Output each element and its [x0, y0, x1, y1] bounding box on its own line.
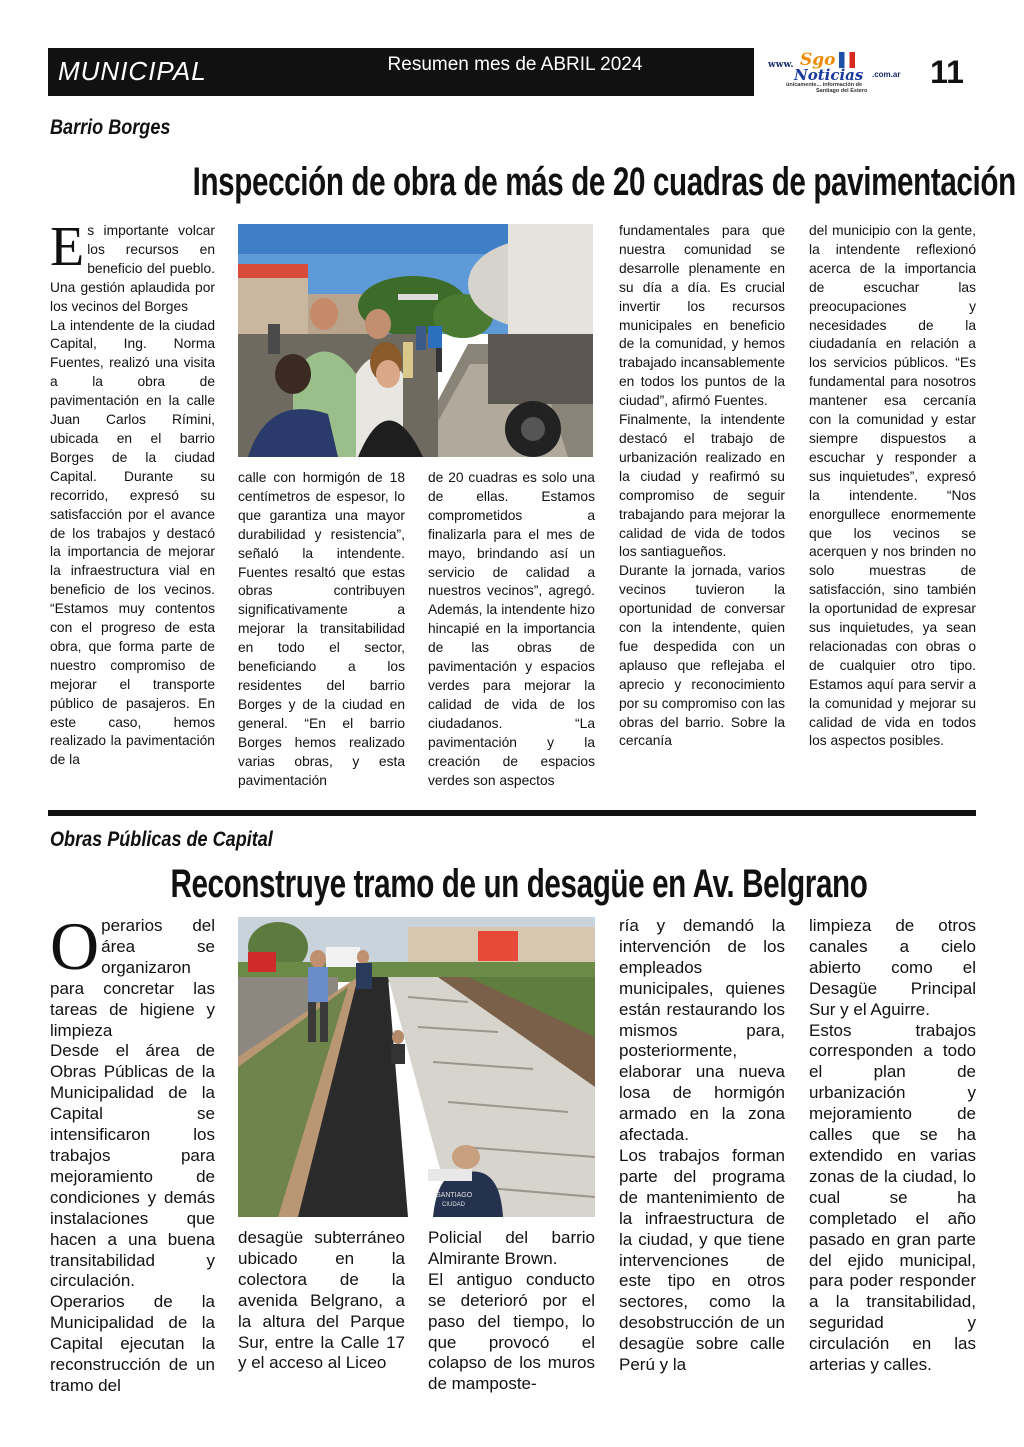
issue-date: Resumen mes de ABRIL 2024	[387, 54, 643, 75]
article1-col5-text: del municipio con la gente, la intendente reflexionó acerca de la importancia de escuchar las preocupaciones y necesidades de la ciudadanía en relación a los servicios públicos. “Es fundamental para nosotros mantener esa cercanía con la comunidad y estar siempre dispuestos a escuchar y responder a sus inquietudes”, expresó la intendente. “Nos enorgullece enormemente que los vecinos se acerquen y nos brinden no solo muestras de satisfacción, sino también la oportunidad de expresar sus inquietudes, ya sean relacionadas con obras o de cualquier otro tipo. Estamos aquí para servir a la comunidad y mejorar su calidad de vida en todos los aspectos posibles.	[809, 223, 976, 749]
article2-photo	[238, 917, 595, 1217]
article2-col1	[50, 908, 215, 1397]
article2-col2-text: desagüe subterráneo ubicado en la colectora de la avenida Belgrano, a la altura del Parque Sur, entre la Calle 17 y el acceso al Liceo	[238, 1228, 405, 1373]
vest-text-2: CIUDAD	[442, 1202, 466, 1208]
article1-headline	[48, 160, 1016, 205]
article1-headline-text: Inspección de obra de más de 20 cuadras de pavimentación	[192, 160, 1016, 204]
article2-col4	[619, 916, 785, 1376]
article1-photo	[238, 224, 593, 457]
article1-col3	[428, 469, 595, 790]
article2-col4-p2: Los trabajos forman parte del programa de mantenimiento de la infraestructura de la ciudad, y que tiene intervenciones de este tipo en otros sectores, como la desobstrucción de un desagüe sobre calle Perú y la	[619, 1145, 785, 1375]
article1-col1	[50, 216, 215, 770]
sgonoticias-logo	[764, 50, 914, 96]
article2-col5	[809, 916, 976, 1376]
section-name: MUNICIPAL	[58, 56, 207, 86]
article1-lead: s importante volcar los recursos en beneficio del pueblo. Una gestión aplaudida por los vecinos del Borges	[50, 223, 215, 314]
article2-col3-p1: Policial del barrio Almirante Brown.	[428, 1228, 595, 1268]
section-divider	[48, 810, 976, 816]
article2-col1-p1: Desde el área de Obras Públicas de la Municipalidad de la Capital se intensificaron los trabajos para mejoramiento de condiciones y demás instalaciones que hacen a una buena transitabilidad y circulación.	[50, 1041, 215, 1291]
article1-col3-text: de 20 cuadras es solo una de ellas. Estamos comprometidos a finalizarla para el mes de mayo, brindando así un servicio de calidad a nuestros vecinos”, agregó. Además, la intendente hizo hincapié en la importancia de las obras de pavimentación y espacios verdes para mejorar la calidad de vida de los ciudadanos. “La pavimentación y la creación de espacios verdes son aspectos	[428, 470, 595, 788]
article2-lead: perarios del área se organizaron para concretar las tareas de higiene y limpieza	[50, 916, 215, 1040]
article2-headline-text: Reconstruye tramo de un desagüe en Av. Belgrano	[170, 862, 868, 906]
logo-tagline-2: Santiago del Estero	[816, 88, 868, 94]
logo-domain: .com.ar	[872, 70, 901, 79]
page-number: 11	[930, 54, 964, 90]
article1-col5	[809, 222, 976, 751]
drain-works-photo-illustration	[238, 917, 595, 1217]
article2-drop-cap: O	[50, 908, 100, 984]
article1-col4-p1: fundamentales para que nuestra comunidad se desarrolle plenamente en su día a día. Es crucial invertir los recursos municipales en beneficio de la comunidad, y hemos trabajado incansablemente en todos los puntos de la ciudad”, afirmó Fuentes.	[619, 223, 785, 409]
logo-tagline-1: únicamente... información de	[786, 82, 863, 88]
article1-col2	[238, 469, 405, 790]
article2-col5-p1: limpieza de otros canales a cielo abierto como el Desagüe Principal Sur y el Aguirre.	[809, 916, 976, 1019]
article2-col3-p2: El antiguo conducto se deterioró por el paso del tiempo, lo que provocó el colapso de los muros de mamposte-	[428, 1269, 595, 1394]
vest-text-1: SANTIAGO	[436, 1192, 473, 1199]
article2-col5-p2: Estos trabajos corresponden a todo el plan de urbanización y mejoramiento de calles que se ha extendido en varias zonas de la ciudad, lo cual se ha completado el año pasado en gran parte del ejido municipal, para poder responder a la transitabilidad, seguridad y circulación en las arterias y calles.	[809, 1020, 976, 1375]
article2-col3	[428, 1228, 595, 1395]
article2-col1-p2: Operarios de la Municipalidad de la Capital ejecutan la reconstrucción de un tramo del	[50, 1292, 215, 1395]
article2-col2	[238, 1228, 405, 1374]
article1-col1-text: La intendente de la ciudad Capital, Ing. Norma Fuentes, realizó una visita a la obra de pavimentación en la calle Juan Carlos Rímini, ubicada en el barrio Borges de la ciudad Capital. Durante su recorrido, expresó su satisfacción por el avance de los trabajos y destacó la importancia de mejorar la infraestructura vial en beneficio de los vecinos. “Estamos muy contentos con el progreso de esta obra, que forma parte de nuestro compromiso de mejorar el transporte público de pasajeros. En este caso, hemos realizado la pavimentación de la	[50, 317, 215, 768]
logo-sgo: Sgo	[800, 50, 836, 70]
article1-col4-p2: Finalmente, la intendente destacó el trabajo de urbanización realizado en la ciudad y reafirmó su compromiso de seguir trabajando para mejorar la calidad de vida de todos los santiagueños.	[619, 412, 785, 560]
inspection-photo-illustration	[238, 224, 593, 457]
article2-kicker: Obras Públicas de Capital	[50, 828, 273, 851]
article1-kicker: Barrio Borges	[50, 116, 171, 139]
article2-headline	[48, 862, 976, 907]
logo-noticias: Noticias	[794, 66, 864, 84]
article1-col2-text: calle con hormigón de 18 centímetros de espesor, lo que garantiza una mayor durabilidad y resistencia”, señaló la intendente. Fuentes resaltó que estas obras contribuyen significativamente a mejorar la transitabilidad en todo el sector, beneficiando a los residentes del barrio Borges y de la ciudad en general. “En el barrio Borges hemos realizado varias obras, y esta pavimentación	[238, 470, 405, 788]
article1-drop-cap: E	[50, 216, 85, 278]
article2-col4-p1: ría y demandó la intervención de los empleados municipales, quienes están restaurando los mismos para, posteriormente, elaborar una nueva losa de hormigón armado en la zona afectada.	[619, 916, 785, 1145]
logo-www: www.	[768, 60, 794, 70]
article1-col4	[619, 222, 785, 751]
article1-col4-p3: Durante la jornada, varios vecinos tuvieron la oportunidad de conversar con la intendente, quien fue despedida con un aplauso que reflejaba el aprecio y reconocimiento por su compromiso con las obras del barrio. Sobre la cercanía	[619, 563, 785, 749]
